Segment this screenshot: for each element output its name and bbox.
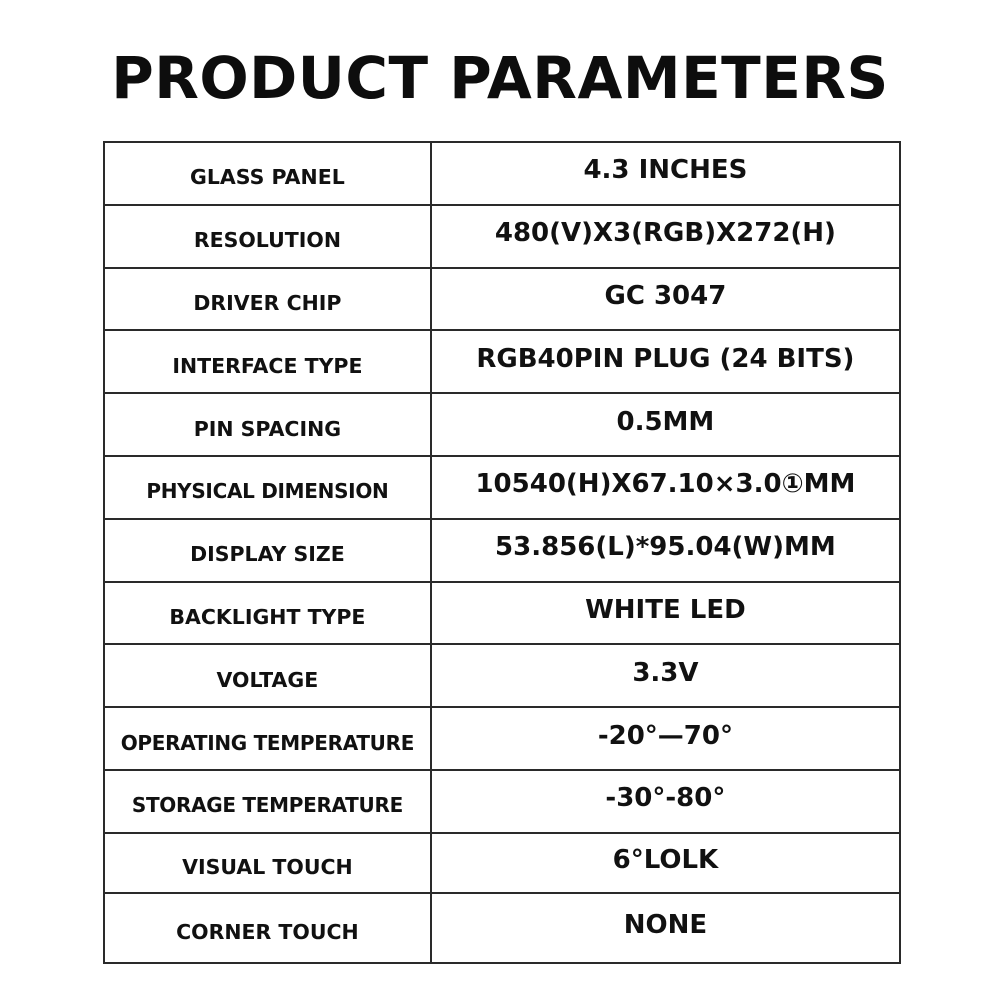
parameter-value: 10540(H)X67.10×3.0①MM [475, 469, 856, 500]
table-row [104, 770, 900, 833]
table-row [104, 893, 900, 963]
parameter-value: 480(V)X3(RGB)X272(H) [494, 218, 836, 249]
parameter-value-cell [431, 893, 900, 963]
parameter-value-cell [431, 519, 900, 582]
parameter-value-cell [431, 142, 900, 205]
parameter-label-cell [104, 833, 431, 893]
parameter-label-cell [104, 770, 431, 833]
parameter-value: 3.3V [632, 657, 699, 688]
table-row [104, 707, 900, 770]
table-row [104, 205, 900, 268]
parameter-value: 6°LOLK [612, 844, 719, 875]
parameter-value: -20°—70° [597, 720, 733, 751]
parameter-label-cell [104, 893, 431, 963]
table-row [104, 582, 900, 645]
parameter-label: CORNER TOUCH [176, 919, 359, 944]
table-row [104, 833, 900, 893]
parameter-label-cell [104, 644, 431, 707]
parameter-label-cell [104, 205, 431, 268]
parameter-value: 0.5MM [616, 406, 715, 437]
parameter-value-cell [431, 582, 900, 645]
parameter-label-cell [104, 330, 431, 393]
table-row [104, 456, 900, 519]
table-row [104, 393, 900, 456]
parameter-value: 4.3 INCHES [583, 155, 748, 186]
parameter-value-cell [431, 393, 900, 456]
parameter-value: 53.856(L)*95.04(W)MM [495, 532, 836, 563]
parameter-value-cell [431, 268, 900, 331]
parameter-label: PHYSICAL DIMENSION [146, 479, 389, 504]
parameter-label: OPERATING TEMPERATURE [120, 730, 415, 755]
parameter-value-cell [431, 330, 900, 393]
table-row [104, 268, 900, 331]
page-title: PRODUCT PARAMETERS [111, 44, 889, 112]
parameter-label-cell [104, 582, 431, 645]
parameters-table [103, 141, 901, 964]
parameter-label: DRIVER CHIP [193, 290, 342, 315]
parameter-label: VISUAL TOUCH [182, 854, 353, 879]
parameter-label: PIN SPACING [193, 416, 342, 441]
parameter-label-cell [104, 456, 431, 519]
parameter-value-cell [431, 205, 900, 268]
parameter-label-cell [104, 268, 431, 331]
parameter-value: -30°-80° [605, 783, 726, 814]
parameter-value-cell [431, 456, 900, 519]
parameter-value: NONE [623, 909, 708, 940]
parameter-value: WHITE LED [585, 594, 746, 625]
parameter-label: STORAGE TEMPERATURE [131, 793, 403, 818]
parameter-label: BACKLIGHT TYPE [169, 604, 366, 629]
parameter-value-cell [431, 770, 900, 833]
parameter-label-cell [104, 707, 431, 770]
parameter-label-cell [104, 393, 431, 456]
table-row [104, 519, 900, 582]
parameter-label: GLASS PANEL [190, 165, 345, 190]
parameter-label: RESOLUTION [193, 228, 341, 253]
parameter-label: DISPLAY SIZE [190, 542, 345, 567]
table-row [104, 330, 900, 393]
parameter-value-cell [431, 833, 900, 893]
table-row [104, 142, 900, 205]
parameter-value: GC 3047 [604, 280, 727, 311]
table-row [104, 644, 900, 707]
parameter-value: RGB40PIN PLUG (24 BITS) [476, 343, 855, 374]
parameter-label-cell [104, 519, 431, 582]
parameter-label-cell [104, 142, 431, 205]
parameter-label: INTERFACE TYPE [172, 353, 363, 378]
parameter-value-cell [431, 644, 900, 707]
parameter-value-cell [431, 707, 900, 770]
parameter-label: VOLTAGE [216, 667, 319, 692]
